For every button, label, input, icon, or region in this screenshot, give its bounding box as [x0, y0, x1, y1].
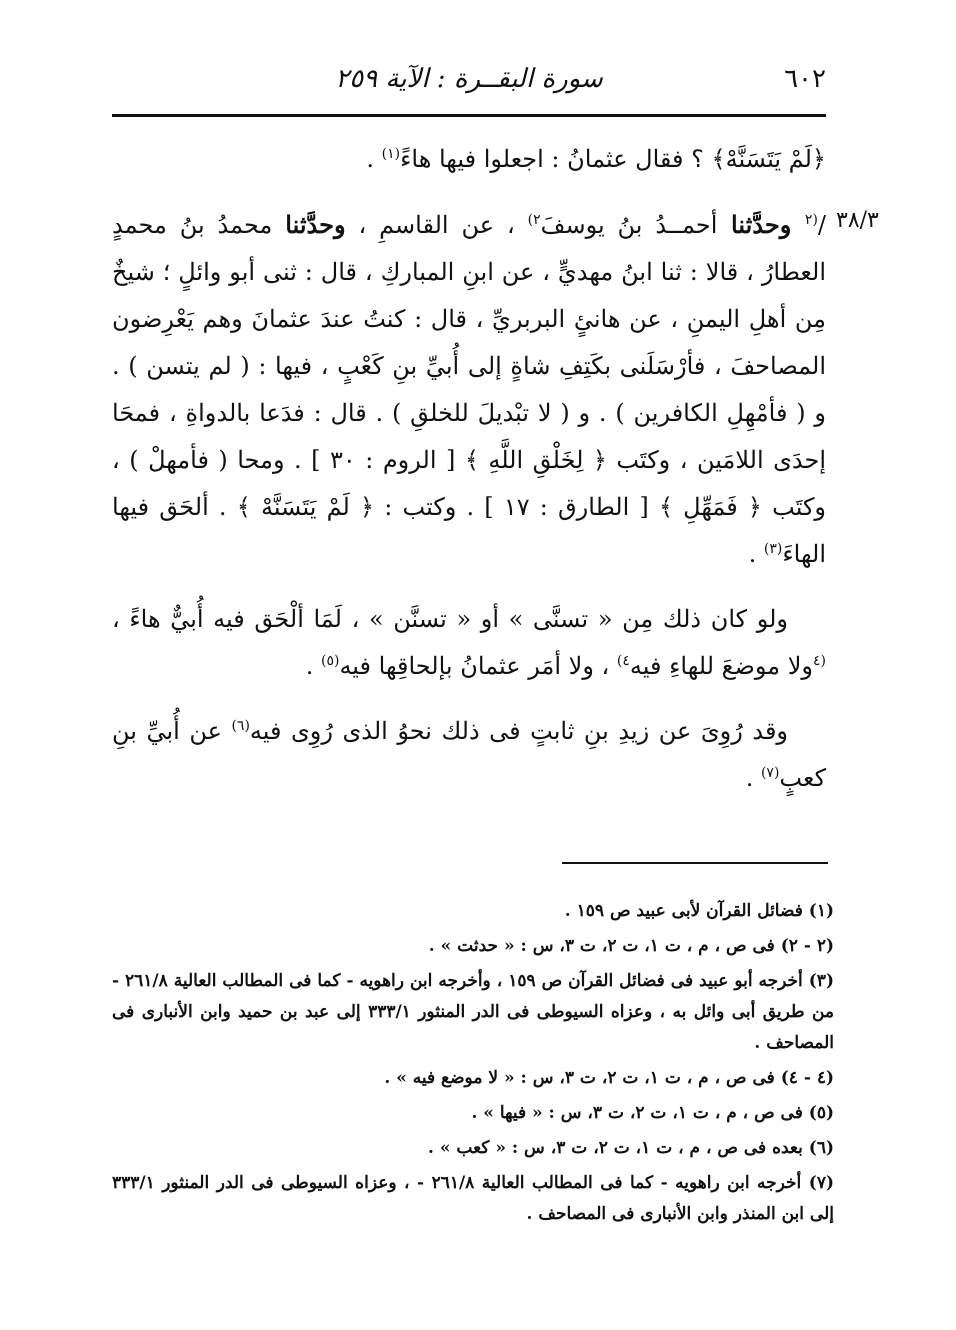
p2-slash: /	[817, 211, 827, 239]
p2-text-c: محمدُ بنُ محمدٍ العطارُ ، قالا : ثنا ابنُ مهديٍّ ، عن ابنِ المباركِ ، قال : ثنى أبو وائلٍ ؛ شيخٌ مِن أهلِ اليمنِ ، عن هانئٍ البربريِّ ، قال : كنتُ عندَ عثمانَ وهم يَعْرِضون المصاحفَ ، فأرْسَلَنى بكَتِفِ شاةٍ إلى أُبيِّ بنِ كَعْبٍ ، فيها : ( لم يتسن ) . و ( فأمْهِلِ الكافرين ) . و ( لا تبْديلَ للخلقِ ) . قال : فدَعا بالدواةِ ، فمحَا إحدَى اللامَين ، وكتَب ﴿ لِخَلْقِ اللَّهِ ﴾ [ الروم : ٣٠ ] . ومحا ( فأمهلْ ) ، وكتَب ﴿ فَمَهِّلِ ﴾ [ الطارق : ١٧ ] . وكتب : ﴿ لَمْ يَتَسَنَّهْ ﴾ . ألحَق فيها الهاءَ	[112, 211, 826, 568]
page-number: ٦٠٢	[784, 64, 826, 94]
paragraph-3	[112, 596, 826, 690]
p1-end: .	[366, 145, 382, 173]
p2-text-a: أحمــدُ بنُ يوسفَ	[540, 211, 718, 239]
footnote: (٣) أخرجه أبو عبيد فى فضائل القرآن ص ١٥٩ ، وأخرجه ابن راهويه - كما فى المطالب العالية ٢٦١/٨ - من طريق أبى وائل به ، وعزاه السيوطى فى الدر المنثور ٣٣٣/١ إلى عبد بن حميد وابن الأنبارى فى المصاحف .	[112, 971, 834, 1053]
p1-text: ﴿لَمْ يَتَسَنَّهْ﴾ ؟ فقال عثمانُ : اجعلوا فيها هاءً	[400, 145, 826, 173]
footnote-marker: (٦)	[231, 718, 250, 734]
footnote: (٤ - ٤) فى ص ، م ، ت ١، ت ٢، ت ٣، س : « لا موضع فيه » .	[384, 1068, 834, 1088]
p2-end: .	[748, 540, 764, 568]
footnote-marker: (٢	[804, 212, 818, 228]
footnote-marker: (٣)	[763, 541, 783, 557]
footnote-marker: (٤	[813, 653, 826, 669]
footnote: (٥) فى ص ، م ، ت ١، ت ٢، ت ٣، س : « فيها » .	[471, 1103, 834, 1123]
paragraph-4	[112, 708, 826, 802]
footnote-marker: (٥)	[320, 653, 340, 669]
p2-bold-1: وحدَّثنا	[717, 210, 805, 239]
p3-text: ولو كان ذلك مِن « تسنَّى » أو « تسنَّن » ، لَمَا ألْحَق فيه أُبيٌّ هاءً ،	[112, 605, 788, 633]
running-title: سورة البقــرة : الآية ٢٥٩	[335, 64, 603, 94]
footnote: (٦) بعده فى ص ، م ، ت ١، ت ٢، ت ٣، س : « كعب » .	[428, 1138, 834, 1158]
p3-end: .	[305, 652, 321, 680]
p2-bold-2: وحدَّثنا	[285, 210, 346, 239]
p3-text-c: ، ولا أمَر عثمانُ بإلحاقِها فيه	[339, 652, 617, 680]
footnote-rule	[562, 862, 828, 864]
footnote: (٧) أخرجه ابن راهويه - كما فى المطالب العالية ٢٦١/٨ - ، وعزاه السيوطى فى الدر المنثور ٣٣٣/١ إلى ابن المنذر وابن الأنبارى فى المصاحف .	[112, 1173, 834, 1224]
page-header	[112, 58, 826, 108]
footnote-marker: ٢)	[527, 212, 541, 228]
margin-reference: ٣٨/٣	[836, 208, 879, 233]
main-text	[112, 136, 826, 820]
p2-text-b: ، عن القاسمِ ،	[345, 211, 528, 239]
header-rule	[112, 114, 826, 117]
footnote: (٢ - ٢) فى ص ، م ، ت ١، ت ٢، ت ٣، س : « حدثت » .	[428, 936, 834, 956]
p4-text-b: عن أُبيِّ بنِ كعبٍ	[112, 717, 826, 792]
footnotes	[112, 896, 834, 1234]
footnote-marker: ٤)	[616, 653, 630, 669]
paragraph-2	[112, 201, 826, 578]
p4-text: وقد رُوِىَ عن زيدِ بنِ ثابتٍ فى ذلك نحوُ الذى رُوِى فيه	[249, 717, 789, 745]
paragraph-1	[112, 136, 826, 183]
footnote: (١) فضائل القرآن لأبى عبيد ص ١٥٩ .	[564, 901, 834, 921]
footnote-marker: (١)	[381, 146, 401, 162]
footnote-marker: (٧)	[760, 765, 780, 781]
p4-end: .	[745, 764, 761, 792]
p3-text-b: ولا موضعَ للهاءِ فيه	[629, 652, 813, 680]
